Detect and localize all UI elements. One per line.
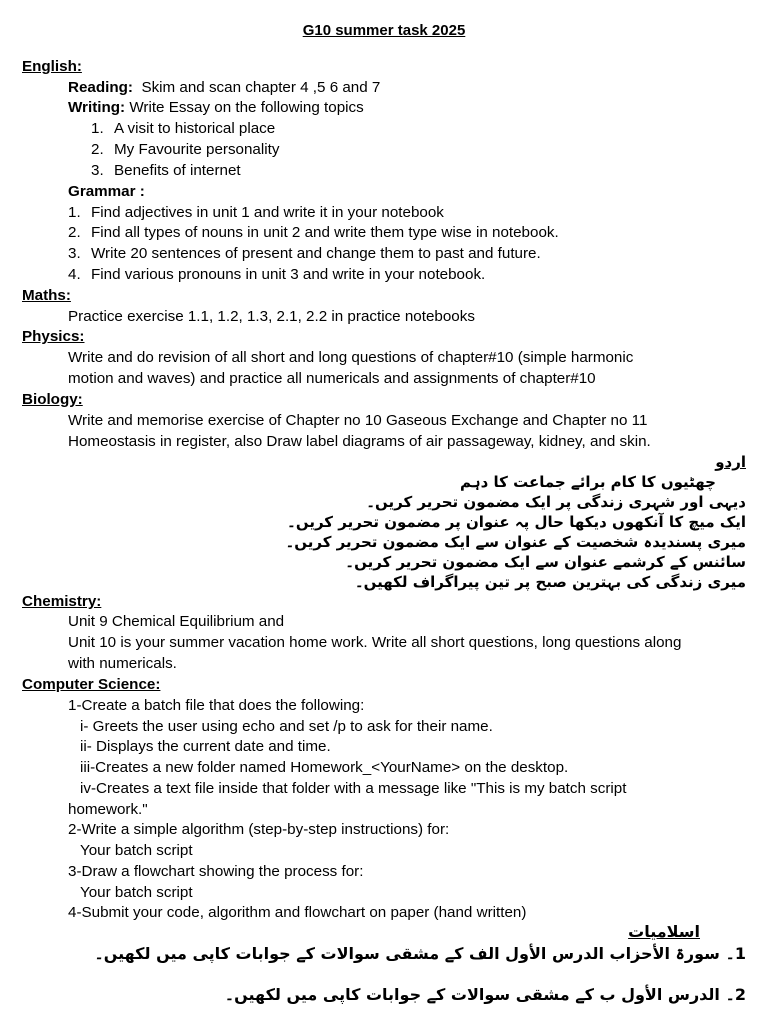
cs-line: ii- Displays the current date and time. xyxy=(80,738,331,755)
cs-line: 3-Draw a flowchart showing the process for: xyxy=(68,863,364,880)
urdu-line: ایک میچ کا آنکھوں دیکھا حال پہ عنوان پر مضمون تحریر کریں۔ xyxy=(287,513,746,531)
english-writing xyxy=(68,98,364,118)
urdu-line: سائنس کے کرشمے عنوان سے ایک مضمون تحریر کریں۔ xyxy=(345,553,746,571)
cs-line: iii-Creates a new folder named Homework_<YourName> on the desktop. xyxy=(80,759,569,776)
chemistry-line: Unit 9 Chemical Equilibrium and xyxy=(68,613,285,630)
cs-line: homework." xyxy=(68,801,148,818)
list-text: A visit to historical place xyxy=(114,120,276,137)
grammar-item xyxy=(68,265,485,285)
list-text: Write 20 sentences of present and change them to past and future. xyxy=(91,245,541,262)
computer-science-heading: Computer Science: xyxy=(22,676,161,693)
urdu-line: دیہی اور شہری زندگی پر ایک مضمون تحریر کریں۔ xyxy=(366,493,746,511)
islamiat-line: 1۔ سورۃ الأحزاب الدرس الأول الف کے مشقی سوالات کے جوابات کاپی میں لکھیں۔ xyxy=(94,944,746,963)
biology-line: Homeostasis in register, also Draw label diagrams of air passageway, kidney, and skin. xyxy=(68,433,651,450)
list-number: 2. xyxy=(68,224,81,241)
chemistry-heading: Chemistry: xyxy=(22,593,102,610)
physics-line: motion and waves) and practice all numericals and assignments of chapter#10 xyxy=(68,370,596,387)
list-text: Find adjectives in unit 1 and write it in your notebook xyxy=(91,204,444,221)
list-number: 2. xyxy=(91,141,104,158)
maths-heading: Maths: xyxy=(22,287,71,304)
urdu-heading: اردو xyxy=(715,453,746,471)
list-number: 1. xyxy=(68,204,81,221)
writing-text: Write Essay on the following topics xyxy=(129,99,364,116)
list-text: My Favourite personality xyxy=(114,141,280,158)
cs-line: 2-Write a simple algorithm (step-by-step instructions) for: xyxy=(68,821,450,838)
cs-line: i- Greets the user using echo and set /p to ask for their name. xyxy=(80,718,493,735)
cs-line: Your batch script xyxy=(80,884,193,901)
reading-text: Skim and scan chapter 4 ,5 6 and 7 xyxy=(141,79,381,96)
list-text: Find all types of nouns in unit 2 and write them type wise in notebook. xyxy=(91,224,559,241)
writing-label: Writing: xyxy=(68,99,126,116)
biology-line: Write and memorise exercise of Chapter no 10 Gaseous Exchange and Chapter no 11 xyxy=(68,412,648,429)
physics-heading: Physics: xyxy=(22,328,85,345)
grammar-item xyxy=(68,203,444,223)
grammar-item xyxy=(68,223,559,243)
list-text: Benefits of internet xyxy=(114,162,241,179)
reading-label: Reading: xyxy=(68,79,133,96)
list-number: 4. xyxy=(68,266,81,283)
islamiat-line: 2۔ الدرس الأول ب کے مشقی سوالات کے جوابات کاپی میں لکھیں۔ xyxy=(224,985,746,1004)
grammar-item xyxy=(68,244,541,264)
list-text: Find various pronouns in unit 3 and write in your notebook. xyxy=(91,266,486,283)
essay-topic xyxy=(91,119,275,139)
grammar-label: Grammar : xyxy=(68,183,145,200)
chemistry-line: with numericals. xyxy=(68,655,177,672)
essay-topic xyxy=(91,140,279,160)
list-number: 3. xyxy=(68,245,81,262)
cs-line: iv-Creates a text file inside that folder with a message like "This is my batch script xyxy=(80,780,627,797)
urdu-line: میری پسندیدہ شخصیت کے عنوان سے ایک مضمون تحریر کریں۔ xyxy=(285,533,746,551)
chemistry-line: Unit 10 is your summer vacation home work. Write all short questions, long questions along xyxy=(68,634,682,651)
maths-text: Practice exercise 1.1, 1.2, 1.3, 2.1, 2.2 in practice notebooks xyxy=(68,308,475,325)
cs-line: 4-Submit your code, algorithm and flowchart on paper (hand written) xyxy=(68,904,527,921)
urdu-line: میری زندگی کی بہترین صبح پر تین پیراگراف لکھیں۔ xyxy=(354,573,746,591)
list-number: 3. xyxy=(91,162,104,179)
urdu-line: چھٹیوں کا کام برائے جماعت کا دہم xyxy=(460,473,716,491)
islamiat-heading: اسلامیات xyxy=(628,922,700,941)
document-title: G10 summer task 2025 xyxy=(302,22,466,39)
cs-line: Your batch script xyxy=(80,842,193,859)
english-reading xyxy=(68,78,380,98)
physics-line: Write and do revision of all short and long questions of chapter#10 (simple harmonic xyxy=(68,349,634,366)
english-heading: English: xyxy=(22,58,82,75)
list-number: 1. xyxy=(91,120,104,137)
cs-line: 1-Create a batch file that does the following: xyxy=(68,697,365,714)
biology-heading: Biology: xyxy=(22,391,83,408)
essay-topic xyxy=(91,161,241,181)
